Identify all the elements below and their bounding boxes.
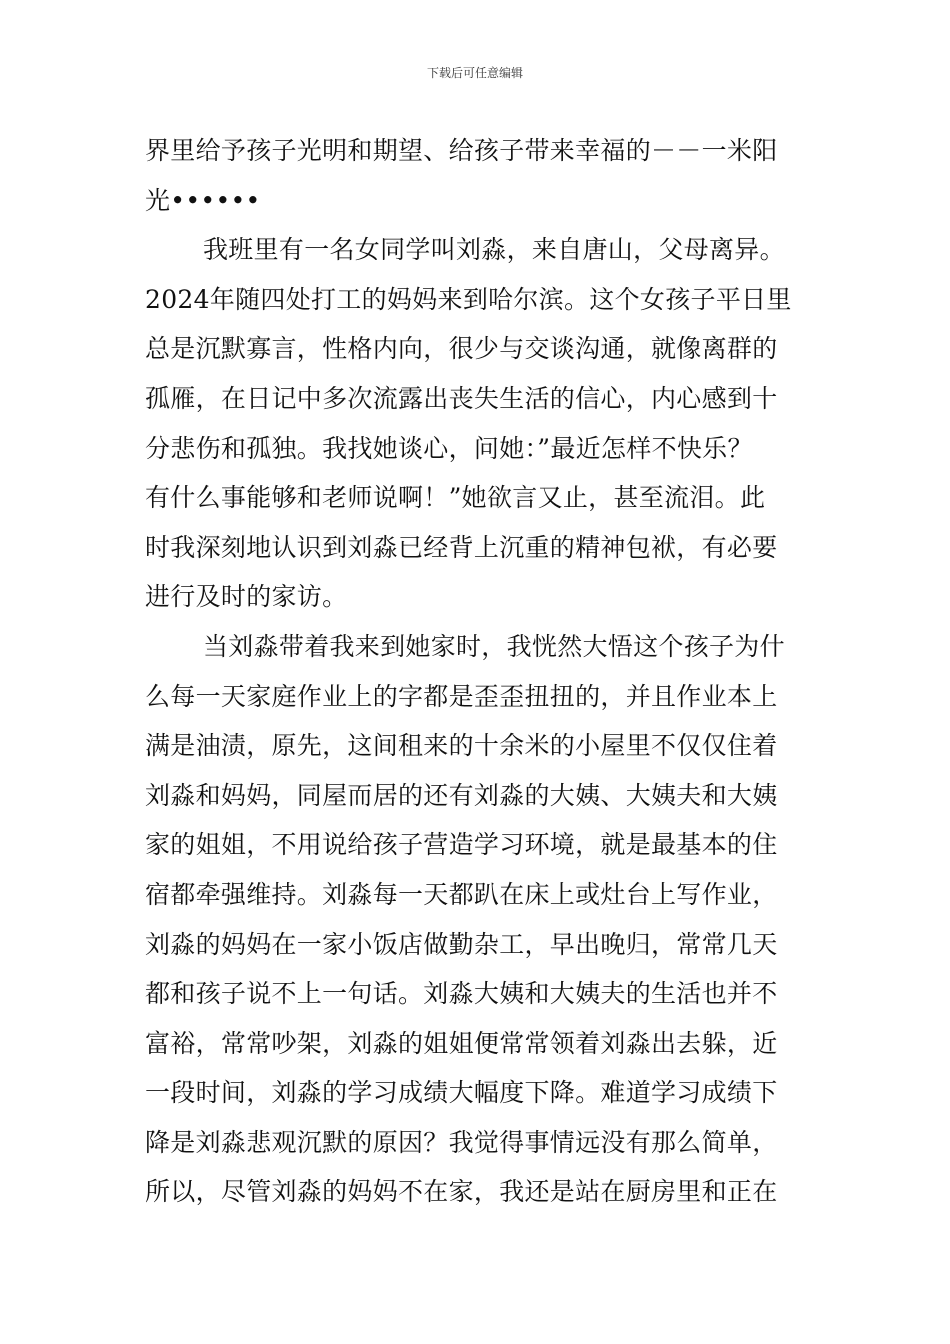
text-line: 么每一天家庭作业上的字都是歪歪扭扭的，并且作业本上 <box>145 681 778 711</box>
text-line: 刘淼的妈妈在一家小饭店做勤杂工，早出晚归，常常几天 <box>145 929 778 959</box>
text-line: 满是油渍，原先，这间租来的十余米的小屋里不仅仅住着 <box>145 731 778 761</box>
paragraph-2 <box>145 225 815 622</box>
paragraph-3 <box>145 622 815 1217</box>
text-line: 富裕，常常吵架，刘淼的姐姐便常常领着刘淼出去躲，近 <box>145 1028 778 1058</box>
text-line: 当刘淼带着我来到她家时，我恍然大悟这个孩子为什 <box>203 631 785 661</box>
text-line: 有什么事能够和老师说啊！”她欲言又止，甚至流泪。此 <box>145 483 766 513</box>
text-line: 宿都牵强维持。刘淼每一天都趴在床上或灶台上写作业， <box>145 879 778 909</box>
text-line: 界里给予孩子光明和期望、给孩子带来幸福的－－一米阳 <box>145 136 778 165</box>
text-line: 2024年随四处打工的妈妈来到哈尔滨。这个女孩子平日里 <box>145 284 792 314</box>
document-body <box>145 126 815 1217</box>
text-line: 孤雁，在日记中多次流露出丧失生活的信心，内心感到十 <box>145 383 778 413</box>
paragraph-1 <box>145 126 815 225</box>
text-line: 我班里有一名女同学叫刘淼，来自唐山，父母离异。 <box>203 235 785 265</box>
text-line: 总是沉默寡言，性格内向，很少与交谈沟通，就像离群的 <box>145 334 778 364</box>
text-line: 进行及时的家访。 <box>145 582 348 612</box>
text-line: 刘淼和妈妈，同屋而居的还有刘淼的大姨、大姨夫和大姨 <box>145 780 778 810</box>
text-line: 家的姐姐，不用说给孩子营造学习环境，就是最基本的住 <box>145 830 778 860</box>
text-line: 光•••••• <box>145 185 261 215</box>
text-line: 一段时间，刘淼的学习成绩大幅度下降。难道学习成绩下 <box>145 1078 778 1108</box>
text-line: 降是刘淼悲观沉默的原因？我觉得事情远没有那么简单， <box>145 1127 778 1157</box>
text-line: 时我深刻地认识到刘淼已经背上沉重的精神包袱，有必要 <box>145 532 778 562</box>
page-header: 下载后可任意编辑 <box>426 66 523 80</box>
text-line: 都和孩子说不上一句话。刘淼大姨和大姨夫的生活也并不 <box>145 979 778 1009</box>
text-line: 所以，尽管刘淼的妈妈不在家，我还是站在厨房里和正在 <box>145 1177 778 1207</box>
text-line: 分悲伤和孤独。我找她谈心，问她：”最近怎样不快乐？ <box>145 433 753 463</box>
